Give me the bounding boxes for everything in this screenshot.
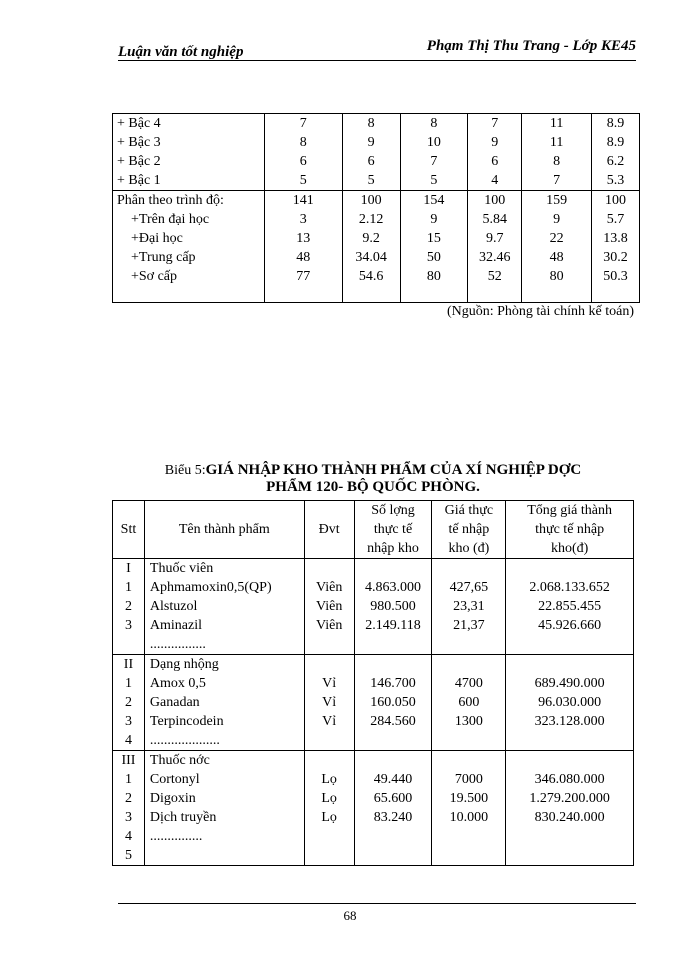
group-unit-line	[305, 559, 354, 578]
row-value-text: 5.7	[606, 212, 625, 227]
row-value	[592, 248, 640, 267]
group-unit-line	[305, 655, 354, 674]
row-value-text: 50.3	[603, 269, 628, 284]
row-value	[522, 229, 592, 248]
group-qty-line	[355, 827, 432, 846]
group-stt-line: 2	[124, 791, 132, 806]
row-value-text: 5	[430, 173, 438, 188]
row-label	[113, 191, 265, 211]
row-value-text: 52	[487, 269, 502, 284]
group-qty-line: 2.149.118	[365, 618, 421, 633]
row-value	[400, 152, 468, 171]
table-row	[113, 133, 640, 152]
row-value-text: 2.12	[358, 212, 384, 227]
group-total-line: 45.926.660	[538, 618, 602, 633]
row-value	[522, 191, 592, 211]
group-name-line: Aminazil	[149, 618, 203, 633]
price-table	[112, 500, 634, 866]
header-price-2: tế nhập	[448, 522, 490, 537]
row-value	[468, 133, 522, 152]
group-total-line: 346.080.000	[534, 772, 605, 787]
group-price-line	[432, 635, 505, 654]
group-price-line	[432, 846, 505, 865]
group-name-line: ................	[149, 637, 206, 652]
group-stt-line: III	[121, 753, 136, 768]
group-price-line	[432, 655, 505, 674]
group-name-line: Ganadan	[149, 695, 200, 710]
table-row	[113, 229, 640, 248]
group-name-line: Alstuzol	[149, 599, 198, 614]
title-line2: PHẨM 120- BỘ QUỐC PHÒNG.	[266, 479, 480, 495]
row-value-text: 48	[549, 250, 564, 265]
row-value-text: 50	[426, 250, 441, 265]
row-label	[113, 229, 265, 248]
header-unit: Đvt	[304, 501, 354, 559]
row-value	[592, 267, 640, 303]
group-qty-line	[355, 559, 432, 578]
group-unit-cell	[304, 559, 354, 655]
group-qty-cell	[354, 559, 432, 655]
group-stt-line: 2	[124, 599, 132, 614]
page-number: 68	[343, 908, 357, 923]
row-value	[264, 152, 342, 171]
group-name-line: Dạng nhộng	[149, 657, 219, 672]
row-value	[342, 152, 400, 171]
header-price-1: Giá thực	[444, 503, 494, 518]
row-value	[400, 248, 468, 267]
row-value	[522, 171, 592, 191]
row-value	[522, 152, 592, 171]
staff-table	[112, 113, 640, 303]
header-price	[432, 501, 506, 559]
group-unit-line	[305, 846, 354, 865]
row-value-text: 8	[430, 116, 438, 131]
row-value	[400, 133, 468, 152]
group-total-cell	[506, 559, 634, 655]
header-left: Luận văn tốt nghiệp	[118, 44, 244, 60]
footer-rule	[118, 903, 636, 904]
group-name-line: Digoxin	[149, 791, 196, 806]
group-qty-line: 65.600	[373, 791, 413, 806]
row-value-text: 10	[426, 135, 441, 150]
row-value	[592, 171, 640, 191]
row-value-text: 13	[296, 231, 311, 246]
group-unit-line: Lọ	[321, 791, 337, 806]
row-value-text: 6	[367, 154, 375, 169]
row-value	[264, 114, 342, 134]
row-label	[113, 267, 265, 303]
row-label-text: + Bậc 2	[117, 154, 161, 169]
group-qty-line: 980.500	[370, 599, 416, 614]
row-value-text: 5.3	[606, 173, 625, 188]
header-qty	[354, 501, 432, 559]
row-value-text: 7	[553, 173, 561, 188]
group-price-line: 23,31	[453, 599, 485, 614]
row-label-text: + Bậc 3	[117, 135, 161, 150]
row-value	[342, 248, 400, 267]
row-value	[468, 114, 522, 134]
row-value-text: 22	[549, 231, 564, 246]
group-stt-line: 4	[124, 829, 132, 844]
group-price-line: 7000	[454, 772, 483, 787]
group-price-line: 4700	[454, 676, 483, 691]
table-row	[113, 248, 640, 267]
row-value	[468, 229, 522, 248]
group-price-cell	[432, 559, 506, 655]
group-unit-line: Lọ	[321, 772, 337, 787]
row-value-text: 48	[296, 250, 311, 265]
row-value-text: 9.2	[362, 231, 380, 246]
row-value-text: 34.04	[355, 250, 387, 265]
row-value-text: 100	[360, 193, 382, 208]
group-unit-line: Vỉ	[322, 676, 337, 691]
row-value	[342, 171, 400, 191]
row-value-text: 7	[299, 116, 307, 131]
row-label-text: +Trung cấp	[131, 250, 196, 265]
group-price-line: 19.500	[449, 791, 489, 806]
group-stt-line	[113, 635, 144, 654]
row-value-text: 6	[491, 154, 499, 169]
group-qty-line: 284.560	[370, 714, 416, 729]
header-price-3: kho (đ)	[448, 541, 490, 556]
header-total-3: kho(đ)	[550, 541, 589, 556]
row-value	[342, 229, 400, 248]
group-qty-line: 146.700	[370, 676, 416, 691]
group-unit-line: Viên	[315, 580, 343, 595]
row-value-text: 4	[491, 173, 499, 188]
group-stt-line: 1	[124, 676, 132, 691]
group-total-line: 689.490.000	[534, 676, 605, 691]
group-name-line: Thuốc nớc	[149, 753, 210, 768]
group-qty-line	[355, 635, 432, 654]
header-total	[506, 501, 634, 559]
group-total-line	[506, 731, 633, 750]
row-value	[592, 191, 640, 211]
row-value	[400, 229, 468, 248]
row-value	[400, 210, 468, 229]
group-qty-cell	[354, 655, 432, 751]
group-stt-line: 4	[124, 733, 132, 748]
row-value	[522, 248, 592, 267]
row-value-text: 9	[367, 135, 375, 150]
group-name-line	[150, 846, 304, 865]
title-lead: Biểu 5:	[164, 463, 206, 478]
row-value	[264, 171, 342, 191]
group-price-line: 600	[458, 695, 480, 710]
group-price-line	[432, 731, 505, 750]
row-value-text: 5	[299, 173, 307, 188]
group-qty-line	[355, 846, 432, 865]
group-unit-cell	[304, 655, 354, 751]
table-row	[113, 210, 640, 229]
group-unit-line: Vỉ	[322, 714, 337, 729]
group-stt-line: I	[126, 561, 131, 576]
row-value	[264, 229, 342, 248]
row-value-text: 8.9	[606, 116, 625, 131]
row-value	[400, 267, 468, 303]
group-price-line	[432, 559, 505, 578]
row-value-text: 8	[367, 116, 375, 131]
row-value	[592, 229, 640, 248]
row-value-text: 5.84	[482, 212, 508, 227]
group-name-cell	[144, 559, 304, 655]
group-unit-line: Viên	[315, 599, 343, 614]
header-qty-2: thực tế	[373, 522, 413, 537]
group-unit-cell	[304, 751, 354, 866]
row-value	[592, 114, 640, 134]
group-qty-line: 83.240	[373, 810, 413, 825]
group-stt-cell	[113, 751, 145, 866]
row-value-text: 6	[299, 154, 307, 169]
table-row	[113, 152, 640, 171]
row-value-text: 8.9	[606, 135, 625, 150]
group-total-cell	[506, 751, 634, 866]
row-label-text: Phân theo trình độ:	[117, 193, 224, 208]
group-price-line: 1300	[454, 714, 483, 729]
row-value-text: 100	[484, 193, 506, 208]
group-name-line: ...............	[149, 829, 203, 844]
row-value	[522, 210, 592, 229]
table-row	[113, 171, 640, 191]
group-stt-line: 1	[124, 772, 132, 787]
group-total-line	[506, 827, 633, 846]
table-title	[110, 462, 636, 496]
group-row	[113, 559, 634, 655]
group-stt-line: 3	[124, 810, 132, 825]
row-value-text: 9.7	[486, 231, 504, 246]
group-price-cell	[432, 655, 506, 751]
row-label	[113, 248, 265, 267]
row-value-text: 159	[546, 193, 568, 208]
group-name-line: Amox 0,5	[149, 676, 206, 691]
row-value	[264, 267, 342, 303]
row-label	[113, 152, 265, 171]
group-qty-line: 49.440	[373, 772, 413, 787]
row-label-text: + Bậc 1	[117, 173, 161, 188]
group-total-line	[506, 846, 633, 865]
group-total-line	[506, 559, 633, 578]
group-qty-line	[355, 731, 432, 750]
group-row	[113, 655, 634, 751]
group-total-line	[506, 635, 633, 654]
row-value-text: 100	[605, 193, 627, 208]
row-value	[592, 152, 640, 171]
group-stt-line: 3	[124, 618, 132, 633]
row-value	[468, 267, 522, 303]
row-value-text: 3	[299, 212, 307, 227]
row-value	[522, 133, 592, 152]
group-name-line: Thuốc viên	[149, 561, 214, 576]
group-row	[113, 751, 634, 866]
row-value	[592, 210, 640, 229]
group-total-line: 830.240.000	[534, 810, 605, 825]
row-value	[264, 248, 342, 267]
group-qty-line	[355, 655, 432, 674]
row-value	[264, 191, 342, 211]
row-value	[342, 267, 400, 303]
row-value	[264, 210, 342, 229]
row-value-text: 9	[553, 212, 561, 227]
row-value-text: 80	[549, 269, 564, 284]
group-name-cell	[144, 655, 304, 751]
row-value-text: 8	[299, 135, 307, 150]
row-value-text: 80	[426, 269, 441, 284]
row-value	[342, 210, 400, 229]
group-price-line: 21,37	[453, 618, 485, 633]
row-value-text: 11	[549, 135, 564, 150]
row-value-text: 6.2	[606, 154, 625, 169]
group-price-line	[432, 751, 505, 770]
row-label	[113, 210, 265, 229]
row-label-text: +Trên đại học	[131, 212, 210, 227]
row-value-text: 32.46	[479, 250, 511, 265]
header-rule	[118, 60, 636, 61]
group-total-line	[506, 751, 633, 770]
row-value-text: 77	[296, 269, 311, 284]
group-total-line: 22.855.455	[538, 599, 602, 614]
row-value	[400, 171, 468, 191]
row-value	[400, 114, 468, 134]
row-value	[522, 267, 592, 303]
group-stt-line: 1	[124, 580, 132, 595]
row-value-text: 30.2	[603, 250, 628, 265]
group-unit-line: Viên	[315, 618, 343, 633]
group-qty-cell	[354, 751, 432, 866]
group-qty-line: 4.863.000	[365, 580, 422, 595]
row-value	[264, 133, 342, 152]
group-total-line	[506, 655, 633, 674]
row-value-text: 9	[430, 212, 438, 227]
group-price-line	[432, 827, 505, 846]
group-total-cell	[506, 655, 634, 751]
row-value	[400, 191, 468, 211]
header-row	[113, 501, 634, 559]
group-total-line: 1.279.200.000	[529, 791, 610, 806]
group-name-line: ....................	[149, 733, 220, 748]
row-label	[113, 171, 265, 191]
row-value-text: 11	[549, 116, 564, 131]
group-total-line: 323.128.000	[534, 714, 605, 729]
row-label-text: + Bậc 4	[117, 116, 161, 131]
row-value-text: 154	[423, 193, 445, 208]
row-label	[113, 133, 265, 152]
row-label-text: +Sơ cấp	[131, 269, 178, 284]
row-value-text: 7	[430, 154, 438, 169]
group-stt-line: 3	[124, 714, 132, 729]
group-stt-line: 5	[124, 848, 132, 863]
group-price-line: 10.000	[449, 810, 489, 825]
row-value-text: 15	[426, 231, 441, 246]
group-name-line: Aphmamoxin0,5(QP)	[149, 580, 272, 595]
row-value	[468, 152, 522, 171]
table-row	[113, 114, 640, 134]
table-row	[113, 267, 640, 303]
row-value	[342, 191, 400, 211]
group-unit-line	[305, 827, 354, 846]
row-value	[522, 114, 592, 134]
row-value	[468, 171, 522, 191]
group-unit-line	[305, 635, 354, 654]
group-unit-line	[305, 751, 354, 770]
group-stt-line: II	[123, 657, 134, 672]
group-stt-cell	[113, 559, 145, 655]
row-value	[468, 248, 522, 267]
header-stt: Stt	[113, 501, 145, 559]
row-value-text: 13.8	[603, 231, 628, 246]
group-stt-line: 2	[124, 695, 132, 710]
header-total-2: thực tế nhập	[535, 522, 605, 537]
row-value	[342, 114, 400, 134]
row-value-text: 9	[491, 135, 499, 150]
group-unit-line: Vỉ	[322, 695, 337, 710]
row-label	[113, 114, 265, 134]
header-qty-1: Số lợng	[371, 503, 415, 518]
title-line1: GIÁ NHẬP KHO THÀNH PHẨM CỦA XÍ NGHIỆP DỢC	[205, 462, 582, 478]
row-value	[592, 133, 640, 152]
source-note: (Nguồn: Phòng tài chính kế toán)	[446, 304, 634, 319]
group-stt-cell	[113, 655, 145, 751]
group-qty-line: 160.050	[370, 695, 416, 710]
header-right: Phạm Thị Thu Trang - Lớp KE45	[426, 38, 636, 54]
group-price-line: 427,65	[449, 580, 489, 595]
group-name-line: Terpincodein	[149, 714, 224, 729]
group-unit-line: Lọ	[321, 810, 337, 825]
row-value-text: 5	[367, 173, 375, 188]
row-value-text: 7	[491, 116, 499, 131]
row-value-text: 8	[553, 154, 561, 169]
group-name-line: Dịch truyền	[149, 810, 217, 825]
header-total-1: Tổng giá thành	[527, 503, 612, 518]
group-qty-line	[355, 751, 432, 770]
group-unit-line	[305, 731, 354, 750]
group-price-cell	[432, 751, 506, 866]
group-name-line: Cortonyl	[149, 772, 200, 787]
row-value	[468, 210, 522, 229]
group-name-cell	[144, 751, 304, 866]
row-value-text: 54.6	[358, 269, 384, 284]
group-total-line: 96.030.000	[538, 695, 602, 710]
row-value-text: 141	[292, 193, 314, 208]
header-name: Tên thành phẩm	[144, 501, 304, 559]
row-value	[342, 133, 400, 152]
row-label-text: +Đại học	[131, 231, 183, 246]
header-qty-3: nhập kho	[367, 541, 419, 556]
table-row	[113, 191, 640, 211]
group-total-line: 2.068.133.652	[529, 580, 610, 595]
row-value	[468, 191, 522, 211]
